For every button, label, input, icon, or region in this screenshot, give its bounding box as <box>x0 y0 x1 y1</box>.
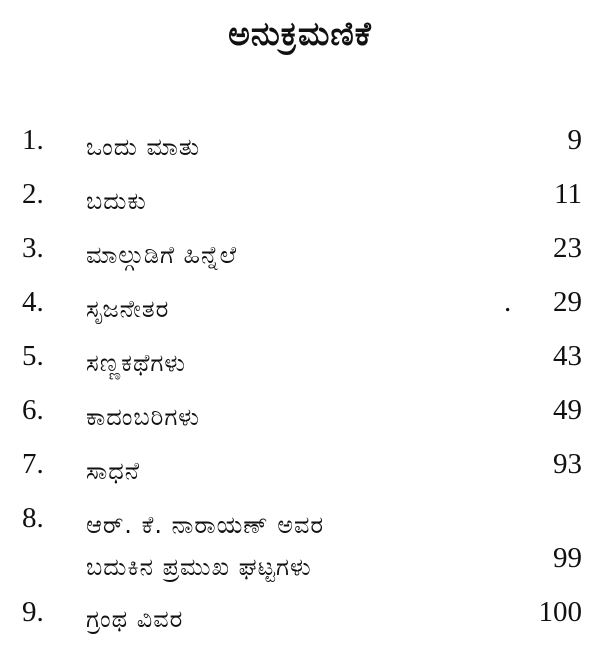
entry-title-line-1: ಆರ್. ಕೆ. ನಾರಾಯಣ್ ಅವರ <box>86 511 325 539</box>
entry-title: ಬದುಕು <box>86 187 147 215</box>
entry-number: 9. <box>22 596 44 628</box>
entry-number: 6. <box>22 394 44 426</box>
toc-entry-7 <box>0 444 600 498</box>
entry-number: 8. <box>22 502 44 534</box>
entry-number: 4. <box>22 286 44 318</box>
entry-title-line-2: ಬದುಕಿನ ಪ್ರಮುಖ ಘಟ್ಟಗಳು <box>86 553 312 581</box>
entry-number: 2. <box>22 178 44 210</box>
entry-number: 5. <box>22 340 44 372</box>
entry-title: ಸಾಧನೆ <box>86 457 141 485</box>
entry-title: ಒಂದು ಮಾತು <box>86 133 201 161</box>
page-title: ಅನುಕ್ರಮಣಿಕೆ <box>228 14 372 53</box>
entry-page-number: 43 <box>553 340 582 372</box>
toc-entry-8 <box>0 498 600 592</box>
toc-entry-5 <box>0 336 600 390</box>
entry-page-number: 99 <box>553 542 582 574</box>
toc-entry-4 <box>0 282 600 336</box>
entry-page-number: 93 <box>553 448 582 480</box>
entry-page-number: 100 <box>538 596 582 628</box>
toc-entry-1 <box>0 120 600 174</box>
toc-entry-6 <box>0 390 600 444</box>
entry-page-number: 11 <box>554 178 582 210</box>
entry-number: 3. <box>22 232 44 264</box>
entry-title: ಸಣ್ಣಕಥೆಗಳು <box>86 349 187 377</box>
entry-number: 1. <box>22 124 44 156</box>
entry-page-number: 29 <box>553 286 582 318</box>
entry-page-number: 23 <box>553 232 582 264</box>
entry-title: ಮಾಲ್ಗುಡಿಗೆ ಹಿನ್ನೆಲೆ <box>86 241 238 269</box>
entry-title-multiline <box>86 504 324 588</box>
leader-dot: . <box>504 286 512 318</box>
entry-title: ಸೃಜನೇತರ <box>86 295 170 323</box>
entry-title: ಗ್ರಂಥ ವಿವರ <box>86 605 184 633</box>
entry-number: 7. <box>22 448 44 480</box>
entry-page-number: 49 <box>553 394 582 426</box>
toc-entry-9 <box>0 592 600 646</box>
toc-entry-2 <box>0 174 600 228</box>
toc-entry-3 <box>0 228 600 282</box>
entry-title: ಕಾದಂಬರಿಗಳು <box>86 403 200 431</box>
table-of-contents <box>0 120 600 646</box>
entry-page-number: 9 <box>567 124 582 156</box>
